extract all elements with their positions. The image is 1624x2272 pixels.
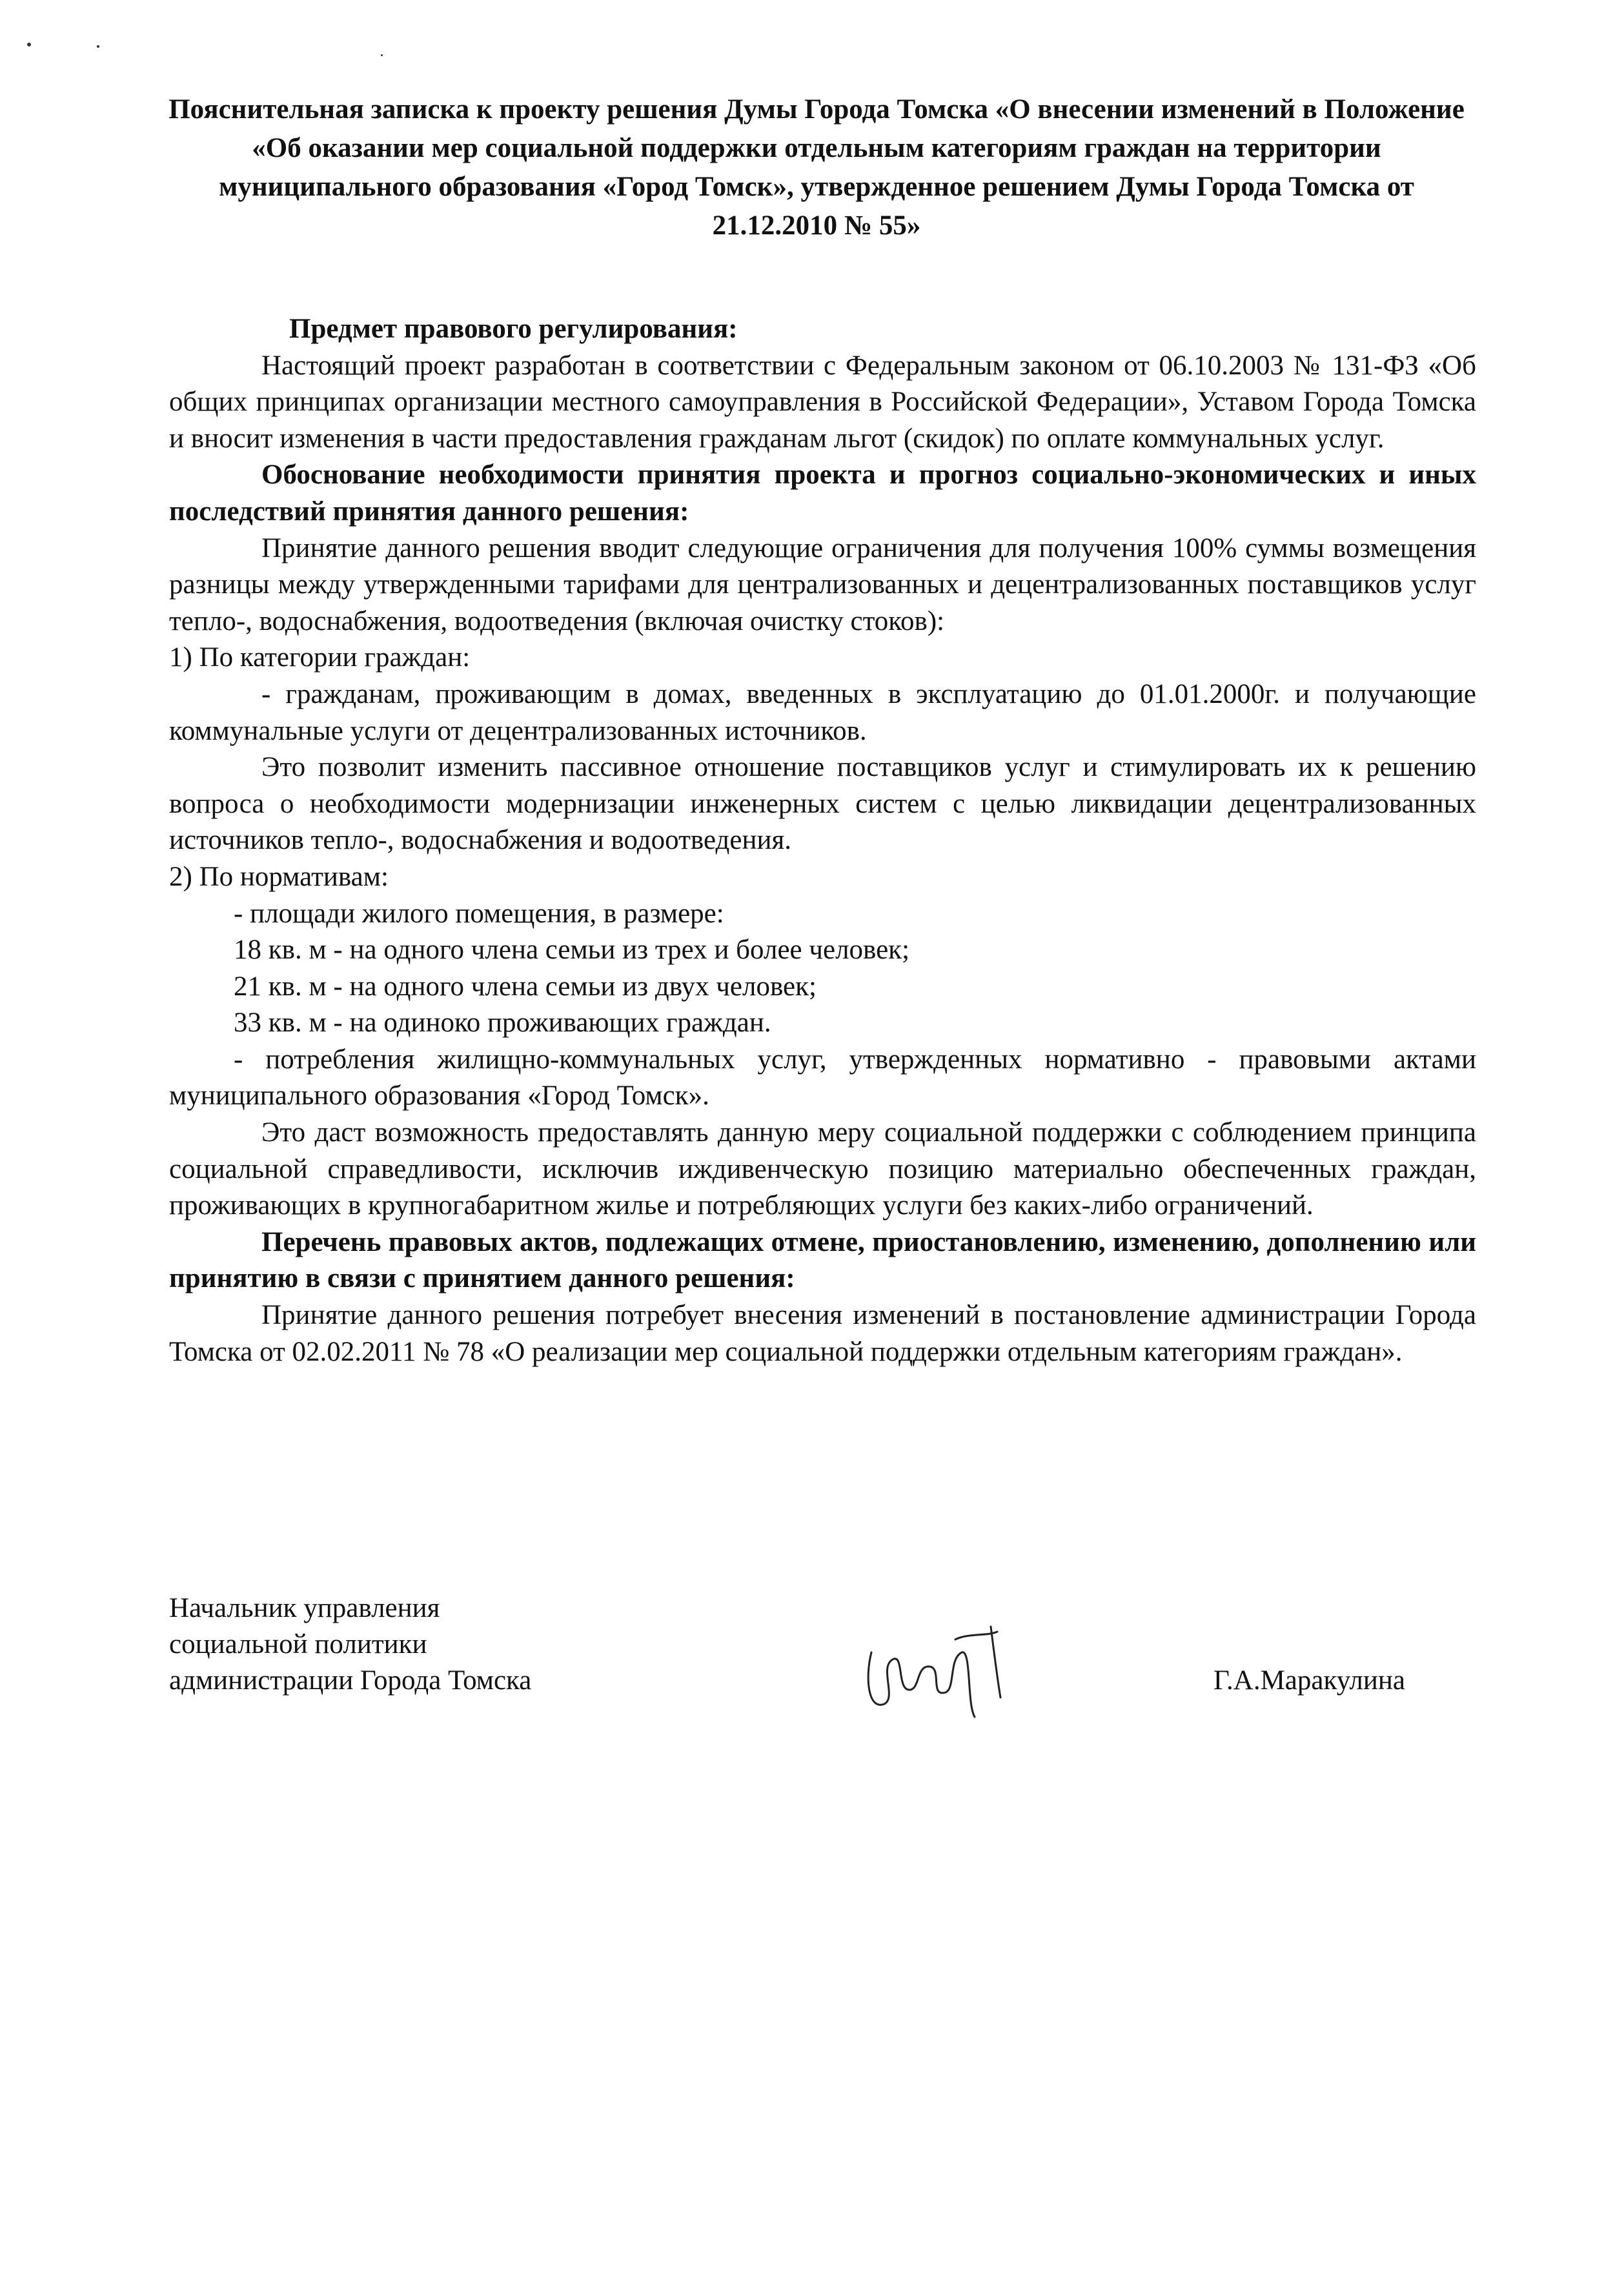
justification-paragraph: Принятие данного решения вводит следующие ограничения для получения 100% суммы возмещения разницы между утвержденными тарифами для централизованных и децентрализованных поставщиков услуг тепло-, водоснабжения, водоотведения (включая очистку стоков): xyxy=(169,532,1476,636)
acts-paragraph: Принятие данного решения потребует внесения изменений в постановление администрации Города Томска от 02.02.2011 № 78 «О реализации мер социальной поддержки отдельным категориям граждан». xyxy=(169,1300,1476,1367)
scan-speck xyxy=(27,43,31,46)
norm-21-line: 21 кв. м - на одного члена семьи из двух человек; xyxy=(234,971,817,1002)
item2-consumption-paragraph: - потребления жилищно-коммунальных услуг, утвержденных нормативно - правовыми актами муниципального образования «Город Томск». xyxy=(169,1044,1476,1111)
handwritten-signature xyxy=(858,1614,1020,1723)
position-line-1: Начальник управления xyxy=(169,1593,440,1623)
signatory-position xyxy=(169,1590,531,1699)
item2-label: 2) По нормативам: xyxy=(169,861,389,892)
item1-label: 1) По категории граждан: xyxy=(169,642,471,673)
document-title: Пояснительная записка к проекту решения Думы Города Томска «О внесении изменений в Положение «Об оказании мер социальной поддержки отдельным категориям граждан на территории муниципального образования «Город Томск», утвержденное решением Думы Города Томска от 21.12.2010 № 55» xyxy=(168,94,1465,241)
document-body xyxy=(169,311,1476,1370)
norm-18-line: 18 кв. м - на одного члена семьи из трех и более человек; xyxy=(234,935,910,966)
item1-paragraph: - гражданам, проживающим в домах, введенных в эксплуатацию до 01.01.2000г. и получающие коммунальные услуги от децентрализованных источников. xyxy=(169,678,1476,746)
acts-heading: Перечень правовых актов, подлежащих отмене, приостановлению, изменению, дополнению или принятию в связи с принятием данного решения: xyxy=(169,1226,1476,1294)
position-line-2: социальной политики xyxy=(169,1629,427,1659)
item2-area-line: - площади жилого помещения, в размере: xyxy=(234,898,724,929)
signatory-name: Г.А.Маракулина xyxy=(1213,1665,1405,1696)
position-line-3: администрации Города Томска xyxy=(169,1665,532,1696)
subject-paragraph: Настоящий проект разработан в соответствии с Федеральным законом от 06.10.2003 № 131-ФЗ «Об общих принципах организации местного самоуправления в Российской Федерации», Уставом Города Томска и вносит изменения в части предоставления гражданам льгот (скидок) по оплате коммунальных услуг. xyxy=(169,350,1476,454)
item2-effect-paragraph: Это даст возможность предоставлять данную меру социальной поддержки с соблюдением принципа социальной справедливости, исключив иждивенческую позицию материально обеспеченных граждан, проживающих в крупногабаритном жилье и потребляющих услуги без каких-либо ограничений. xyxy=(169,1117,1476,1221)
subject-heading: Предмет правового регулирования: xyxy=(289,314,738,344)
scan-speck xyxy=(97,45,99,48)
justification-heading: Обоснование необходимости принятия проекта и прогноз социально-экономических и иных последствий принятия данного решения: xyxy=(169,460,1476,527)
scan-speck xyxy=(381,54,383,56)
norm-33-line: 33 кв. м - на одиноко проживающих граждан. xyxy=(234,1008,771,1039)
item1-effect-paragraph: Это позволит изменить пассивное отношение поставщиков услуг и стимулировать их к решению вопроса о необходимости модернизации инженерных систем с целью ликвидации децентрализованных источников тепло-, водоснабжения и водоотведения. xyxy=(169,752,1476,856)
